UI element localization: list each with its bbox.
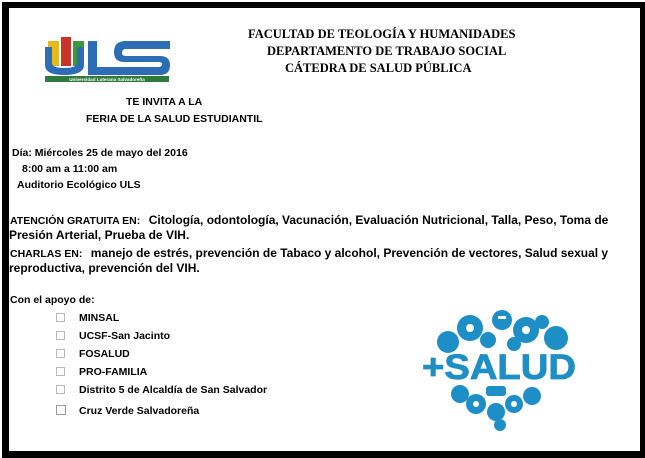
header-chair: CÁTEDRA DE SALUD PÚBLICA (285, 61, 472, 75)
support-item: Distrito 5 de Alcaldía de San Salvador (56, 383, 267, 401)
salud-logo (418, 304, 583, 434)
header-faculty: FACULTAD DE TEOLOGÍA Y HUMANIDADES (248, 27, 516, 41)
uls-logo (42, 35, 174, 83)
talks-line-1 (10, 244, 608, 262)
support-item: MINSAL (56, 311, 267, 329)
support-list (56, 311, 267, 422)
checkbox-icon (56, 405, 66, 415)
checkbox-icon (56, 367, 65, 376)
support-item: Cruz Verde Salvadoreña (56, 404, 267, 422)
logo-red-pillar (61, 37, 71, 66)
services-label: ATENCIÓN GRATUITA EN: (10, 215, 141, 227)
logo-caption: Universidad Luterana Salvadoreña (69, 77, 145, 82)
talks-text-2: reproductiva, prevención del VIH. (9, 261, 200, 275)
logo-s-letter (108, 41, 170, 75)
support-item: UCSF-San Jacinto (56, 329, 267, 347)
support-title: Con el apoyo de: (10, 294, 95, 306)
event-time: 8:00 am a 11:00 am (22, 163, 118, 175)
checkbox-icon (56, 313, 65, 322)
talks-label: CHARLAS EN: (10, 248, 83, 260)
invite-line-1: TE INVITA A LA (126, 96, 203, 108)
checkbox-icon (56, 385, 65, 394)
invite-line-2: FERIA DE LA SALUD ESTUDIANTIL (86, 113, 263, 125)
checkbox-icon (56, 331, 65, 340)
services-line-1 (10, 211, 608, 229)
event-date: Día: Miércoles 25 de mayo del 2016 (12, 147, 188, 159)
support-item: FOSALUD (56, 347, 267, 365)
talks-text-1: manejo de estrés, prevención de Tabaco y alcohol, Prevención de vectores, Salud sexual y (90, 246, 609, 260)
salud-text: +SALUD (422, 348, 576, 387)
event-place: Auditorio Ecológico ULS (17, 179, 141, 191)
checkbox-icon (56, 349, 65, 358)
logo-l-foot (88, 67, 110, 75)
support-item: PRO-FAMILIA (56, 365, 267, 383)
services-text-1: Citología, odontología, Vacunación, Evaluación Nutricional, Talla, Peso, Toma de (148, 213, 609, 227)
header-department: DEPARTAMENTO DE TRABAJO SOCIAL (267, 44, 507, 58)
services-text-2: Presión Arterial, Prueba de VIH. (9, 228, 190, 242)
